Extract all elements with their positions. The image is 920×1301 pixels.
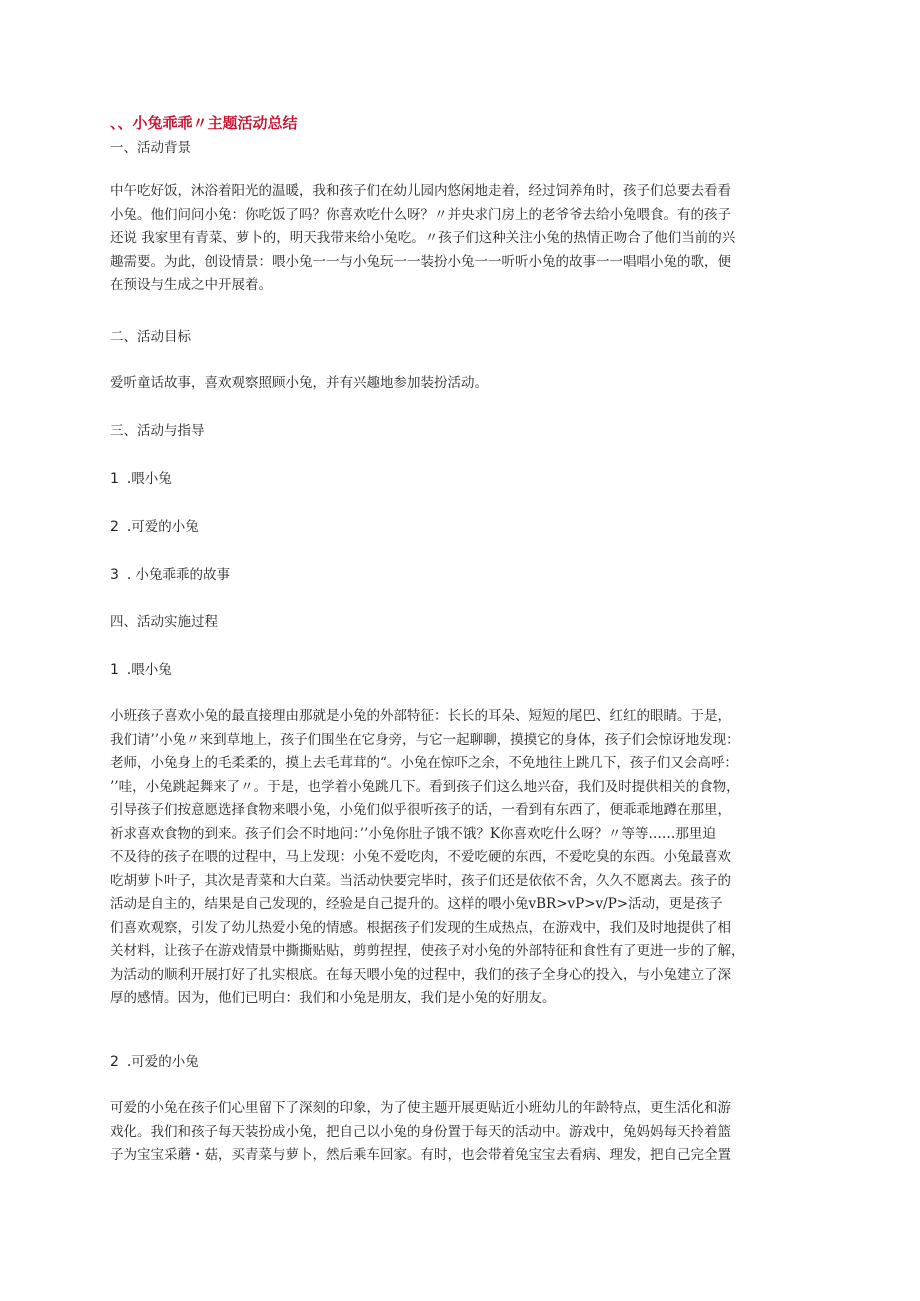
paragraph-line: 吃胡萝卜叶子，其次是青菜和大白菜。当活动快要完毕时，孩子们还是依依不舍，久久不愿离去。孩子的 [110,872,731,889]
activity-list-item [110,469,172,489]
section-heading-goals: 二、活动目标 [110,329,191,345]
paragraph-line: 活动是自主的，结果是自己发现的，经验是自己提升的。这样的喂小兔vBR>vP>v/P>活动，更是孩子 [110,896,723,912]
background-paragraph [110,180,810,298]
section-heading-background: 一、活动背景 [110,140,191,156]
paragraph-line: 在预设与生成之中开展着。 [110,277,272,293]
paragraph-line: 小班孩子喜欢小兔的最直接理由那就是小兔的外部特征：长长的耳朵、短短的尾巴、红红的眼睛。于是， [110,708,731,724]
activity-list-item [110,517,199,537]
paragraph-line: 老师，小兔身上的毛柔柔的，摸上去毛茸茸的“。小兔在惊吓之余，不免地往上跳几下，孩子们又会高呼： [110,755,738,771]
paragraph-line: 我们请’’小兔〃来到草地上，孩子们围坐在它身旁，与它一起聊聊，摸摸它的身体，孩子们会惊讶地发现： [110,731,740,748]
item-text: . 小兔乖乖的故事 [126,567,231,583]
section-heading-process: 四、活动实施过程 [110,614,218,630]
section-heading-activities: 三、活动与指导 [110,423,205,439]
cute-rabbit-paragraph [110,1097,810,1168]
paragraph-line: 小兔。他们问问小兔：你吃饭了吗？你喜欢吃什么呀？〃并央求门房上的老爷爷去给小兔喂食。有的孩子 [110,206,731,223]
paragraph-line: 为活动的顺利开展打好了扎实根底。在每天喂小兔的过程中，我们的孩子全身心的投入，与小兔建立了深 [110,966,731,983]
process-subheading-feed [110,660,172,680]
item-text: .可爱的小兔 [126,1054,199,1070]
paragraph-line: ’’哇，小兔跳起舞来了〃。于是，也学着小兔跳几下。看到孩子们这么地兴奋，我们及时提供相关的食物， [110,778,740,795]
paragraph-line: 不及待的孩子在喂的过程中，马上发现：小兔不爱吃肉，不爱吃硬的东西，不爱吃臭的东西。小兔最喜欢 [110,849,731,865]
item-text: .喂小兔 [126,471,172,487]
item-text: .可爱的小兔 [126,519,199,535]
activity-list-item [110,565,230,585]
paragraph-line: 子为宝宝采蘑・菇，买青菜与萝卜，然后乘车回家。有时，也会带着兔宝宝去看病、理发，把自己完全置 [110,1147,731,1163]
process-subheading-cute [110,1052,199,1072]
paragraph-line: 关材料，让孩子在游戏情景中撕撕贴贴，剪剪捏捏，使孩子对小兔的外部特征和食性有了更进一步的了解， [110,943,745,959]
paragraph-line: 还说 我家里有青菜、萝卜的，明天我带来给小兔吃。〃孩子们这种关注小兔的热情正吻合了他们当前的兴 [110,230,736,246]
paragraph-line: 们喜欢观察，引发了幼儿热爱小兔的情感。根据孩子们发现的生成热点，在游戏中，我们及时地提供了相 [110,919,731,936]
item-number: 2 [110,1054,119,1070]
feeding-paragraph [110,705,810,1011]
item-number: 3 [110,567,119,583]
paragraph-line: 趣需要。为此，创设情景：喂小兔一一与小兔玩一一装扮小兔一一听听小兔的故事一一唱唱小兔的歌，便 [110,253,731,270]
document-title: 、、小兔乖乖〃主题活动总结 [110,114,298,132]
item-number: 1 [110,471,119,487]
goals-paragraph: 爱听童话故事，喜欢观察照顾小兔，并有兴趣地参加装扮活动。 [110,375,488,391]
paragraph-line: 厚的感情。因为，他们已明白：我们和小兔是朋友，我们是小兔的好朋友。 [110,990,556,1006]
paragraph-line: 祈求喜欢食物的到来。孩子们会不时地问：’’小兔你肚子饿不饿？K你喜欢吃什么呀？〃等等……那里迫 [110,825,716,842]
paragraph-line: 引导孩子们按意愿选择食物来喂小兔，小兔们似乎很听孩子的话，一看到有东西了，便乖乖地蹲在那里， [110,802,731,818]
item-number: 1 [110,662,119,678]
paragraph-line: 戏化。我们和孩子每天装扮成小兔，把自己以小兔的身份置于每天的活动中。游戏中，兔妈妈每天拎着篮 [110,1123,731,1140]
paragraph-line: 中午吃好饭，沐浴着阳光的温暖，我和孩子们在幼儿园内悠闲地走着，经过饲养角时，孩子们总要去看看 [110,183,731,199]
item-text: .喂小兔 [126,662,172,678]
paragraph-line: 可爱的小兔在孩子们心里留下了深刻的印象，为了使主题开展更贴近小班幼儿的年龄特点，更生活化和游 [110,1100,731,1116]
item-number: 2 [110,519,119,535]
